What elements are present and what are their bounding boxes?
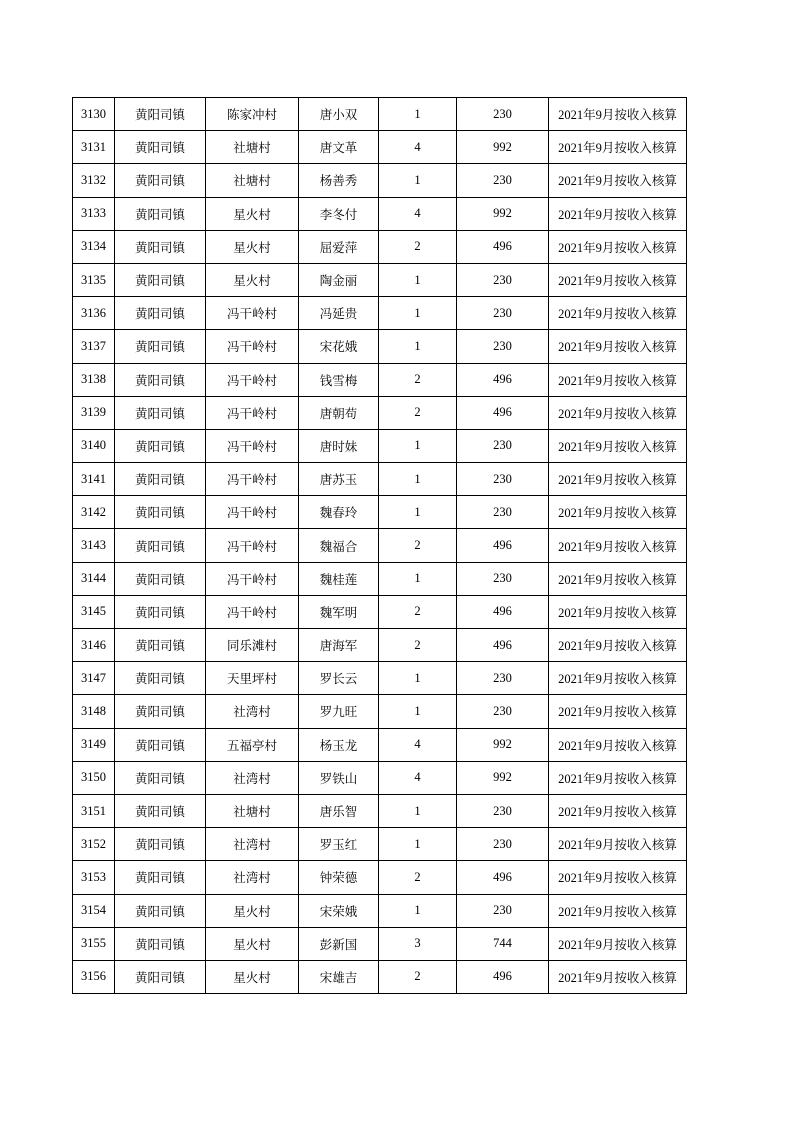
name-cell: 罗玉红 xyxy=(299,828,379,861)
table-row xyxy=(73,927,687,960)
name-cell: 彭新国 xyxy=(299,927,379,960)
household-count-cell: 4 xyxy=(379,131,457,164)
household-count-cell: 2 xyxy=(379,363,457,396)
note-cell: 2021年9月按收入核算 xyxy=(549,861,687,894)
household-count-cell: 1 xyxy=(379,429,457,462)
village-cell: 星火村 xyxy=(206,894,299,927)
village-cell: 同乐滩村 xyxy=(206,629,299,662)
name-cell: 罗长云 xyxy=(299,662,379,695)
note-cell: 2021年9月按收入核算 xyxy=(549,894,687,927)
town-cell: 黄阳司镇 xyxy=(115,197,206,230)
amount-cell: 496 xyxy=(457,629,549,662)
name-cell: 李冬付 xyxy=(299,197,379,230)
town-cell: 黄阳司镇 xyxy=(115,562,206,595)
amount-cell: 496 xyxy=(457,396,549,429)
town-cell: 黄阳司镇 xyxy=(115,330,206,363)
note-cell: 2021年9月按收入核算 xyxy=(549,695,687,728)
row-number-cell: 3143 xyxy=(73,529,115,562)
village-cell: 星火村 xyxy=(206,197,299,230)
household-count-cell: 1 xyxy=(379,164,457,197)
row-number-cell: 3134 xyxy=(73,230,115,263)
table-row xyxy=(73,98,687,131)
household-count-cell: 1 xyxy=(379,894,457,927)
amount-cell: 230 xyxy=(457,695,549,728)
village-cell: 社湾村 xyxy=(206,861,299,894)
household-count-cell: 2 xyxy=(379,960,457,993)
village-cell: 冯干岭村 xyxy=(206,529,299,562)
row-number-cell: 3151 xyxy=(73,794,115,827)
amount-cell: 496 xyxy=(457,861,549,894)
note-cell: 2021年9月按收入核算 xyxy=(549,396,687,429)
village-cell: 冯干岭村 xyxy=(206,429,299,462)
note-cell: 2021年9月按收入核算 xyxy=(549,463,687,496)
table-row xyxy=(73,861,687,894)
village-cell: 社塘村 xyxy=(206,131,299,164)
household-count-cell: 3 xyxy=(379,927,457,960)
name-cell: 罗铁山 xyxy=(299,761,379,794)
amount-cell: 992 xyxy=(457,761,549,794)
town-cell: 黄阳司镇 xyxy=(115,861,206,894)
amount-cell: 230 xyxy=(457,894,549,927)
row-number-cell: 3135 xyxy=(73,263,115,296)
row-number-cell: 3140 xyxy=(73,429,115,462)
name-cell: 杨玉龙 xyxy=(299,728,379,761)
household-count-cell: 2 xyxy=(379,396,457,429)
table-row xyxy=(73,662,687,695)
note-cell: 2021年9月按收入核算 xyxy=(549,728,687,761)
roster-table-body xyxy=(73,98,687,994)
household-count-cell: 1 xyxy=(379,263,457,296)
table-row xyxy=(73,463,687,496)
town-cell: 黄阳司镇 xyxy=(115,695,206,728)
town-cell: 黄阳司镇 xyxy=(115,927,206,960)
household-count-cell: 1 xyxy=(379,695,457,728)
name-cell: 宋雄吉 xyxy=(299,960,379,993)
household-count-cell: 2 xyxy=(379,629,457,662)
household-count-cell: 1 xyxy=(379,562,457,595)
table-row xyxy=(73,894,687,927)
row-number-cell: 3152 xyxy=(73,828,115,861)
amount-cell: 496 xyxy=(457,230,549,263)
household-count-cell: 4 xyxy=(379,728,457,761)
amount-cell: 230 xyxy=(457,463,549,496)
household-count-cell: 1 xyxy=(379,828,457,861)
town-cell: 黄阳司镇 xyxy=(115,98,206,131)
village-cell: 冯干岭村 xyxy=(206,330,299,363)
note-cell: 2021年9月按收入核算 xyxy=(549,595,687,628)
town-cell: 黄阳司镇 xyxy=(115,463,206,496)
table-row xyxy=(73,197,687,230)
town-cell: 黄阳司镇 xyxy=(115,595,206,628)
town-cell: 黄阳司镇 xyxy=(115,794,206,827)
amount-cell: 992 xyxy=(457,197,549,230)
amount-cell: 496 xyxy=(457,363,549,396)
name-cell: 屈爱萍 xyxy=(299,230,379,263)
row-number-cell: 3148 xyxy=(73,695,115,728)
table-row xyxy=(73,728,687,761)
town-cell: 黄阳司镇 xyxy=(115,529,206,562)
village-cell: 星火村 xyxy=(206,263,299,296)
village-cell: 社湾村 xyxy=(206,828,299,861)
row-number-cell: 3131 xyxy=(73,131,115,164)
table-row xyxy=(73,396,687,429)
town-cell: 黄阳司镇 xyxy=(115,429,206,462)
village-cell: 社湾村 xyxy=(206,761,299,794)
note-cell: 2021年9月按收入核算 xyxy=(549,164,687,197)
village-cell: 五福亭村 xyxy=(206,728,299,761)
household-count-cell: 2 xyxy=(379,861,457,894)
row-number-cell: 3136 xyxy=(73,297,115,330)
row-number-cell: 3138 xyxy=(73,363,115,396)
amount-cell: 230 xyxy=(457,562,549,595)
table-row xyxy=(73,429,687,462)
amount-cell: 230 xyxy=(457,662,549,695)
amount-cell: 230 xyxy=(457,429,549,462)
name-cell: 魏春玲 xyxy=(299,496,379,529)
household-count-cell: 1 xyxy=(379,330,457,363)
note-cell: 2021年9月按收入核算 xyxy=(549,230,687,263)
row-number-cell: 3154 xyxy=(73,894,115,927)
town-cell: 黄阳司镇 xyxy=(115,960,206,993)
town-cell: 黄阳司镇 xyxy=(115,894,206,927)
household-count-cell: 4 xyxy=(379,761,457,794)
note-cell: 2021年9月按收入核算 xyxy=(549,363,687,396)
name-cell: 唐乐智 xyxy=(299,794,379,827)
table-row xyxy=(73,828,687,861)
note-cell: 2021年9月按收入核算 xyxy=(549,197,687,230)
village-cell: 陈家冲村 xyxy=(206,98,299,131)
row-number-cell: 3141 xyxy=(73,463,115,496)
table-row xyxy=(73,230,687,263)
name-cell: 宋荣娥 xyxy=(299,894,379,927)
table-row xyxy=(73,794,687,827)
table-row xyxy=(73,496,687,529)
table-row xyxy=(73,562,687,595)
town-cell: 黄阳司镇 xyxy=(115,828,206,861)
household-count-cell: 1 xyxy=(379,98,457,131)
note-cell: 2021年9月按收入核算 xyxy=(549,131,687,164)
table-row xyxy=(73,960,687,993)
name-cell: 唐朝苟 xyxy=(299,396,379,429)
town-cell: 黄阳司镇 xyxy=(115,230,206,263)
name-cell: 杨善秀 xyxy=(299,164,379,197)
name-cell: 魏桂莲 xyxy=(299,562,379,595)
town-cell: 黄阳司镇 xyxy=(115,164,206,197)
village-cell: 冯干岭村 xyxy=(206,297,299,330)
household-count-cell: 4 xyxy=(379,197,457,230)
name-cell: 冯延贵 xyxy=(299,297,379,330)
row-number-cell: 3142 xyxy=(73,496,115,529)
row-number-cell: 3156 xyxy=(73,960,115,993)
table-row xyxy=(73,164,687,197)
household-count-cell: 2 xyxy=(379,529,457,562)
amount-cell: 230 xyxy=(457,98,549,131)
note-cell: 2021年9月按收入核算 xyxy=(549,927,687,960)
village-cell: 星火村 xyxy=(206,927,299,960)
town-cell: 黄阳司镇 xyxy=(115,629,206,662)
household-count-cell: 1 xyxy=(379,463,457,496)
row-number-cell: 3145 xyxy=(73,595,115,628)
row-number-cell: 3144 xyxy=(73,562,115,595)
amount-cell: 230 xyxy=(457,794,549,827)
row-number-cell: 3149 xyxy=(73,728,115,761)
amount-cell: 230 xyxy=(457,330,549,363)
town-cell: 黄阳司镇 xyxy=(115,297,206,330)
village-cell: 冯干岭村 xyxy=(206,463,299,496)
table-row xyxy=(73,695,687,728)
name-cell: 唐时妹 xyxy=(299,429,379,462)
note-cell: 2021年9月按收入核算 xyxy=(549,330,687,363)
amount-cell: 230 xyxy=(457,164,549,197)
amount-cell: 230 xyxy=(457,263,549,296)
note-cell: 2021年9月按收入核算 xyxy=(549,794,687,827)
note-cell: 2021年9月按收入核算 xyxy=(549,297,687,330)
row-number-cell: 3147 xyxy=(73,662,115,695)
amount-cell: 496 xyxy=(457,595,549,628)
village-cell: 社湾村 xyxy=(206,695,299,728)
note-cell: 2021年9月按收入核算 xyxy=(549,761,687,794)
household-count-cell: 2 xyxy=(379,595,457,628)
note-cell: 2021年9月按收入核算 xyxy=(549,562,687,595)
name-cell: 唐苏玉 xyxy=(299,463,379,496)
amount-cell: 230 xyxy=(457,297,549,330)
table-row xyxy=(73,629,687,662)
household-count-cell: 2 xyxy=(379,230,457,263)
name-cell: 唐海军 xyxy=(299,629,379,662)
row-number-cell: 3155 xyxy=(73,927,115,960)
row-number-cell: 3130 xyxy=(73,98,115,131)
village-cell: 冯干岭村 xyxy=(206,363,299,396)
name-cell: 宋花娥 xyxy=(299,330,379,363)
amount-cell: 230 xyxy=(457,828,549,861)
name-cell: 唐小双 xyxy=(299,98,379,131)
household-count-cell: 1 xyxy=(379,794,457,827)
household-count-cell: 1 xyxy=(379,496,457,529)
row-number-cell: 3133 xyxy=(73,197,115,230)
table-row xyxy=(73,297,687,330)
note-cell: 2021年9月按收入核算 xyxy=(549,629,687,662)
town-cell: 黄阳司镇 xyxy=(115,496,206,529)
table-row xyxy=(73,529,687,562)
village-cell: 冯干岭村 xyxy=(206,396,299,429)
town-cell: 黄阳司镇 xyxy=(115,761,206,794)
amount-cell: 992 xyxy=(457,131,549,164)
village-cell: 社塘村 xyxy=(206,794,299,827)
name-cell: 唐文革 xyxy=(299,131,379,164)
village-cell: 冯干岭村 xyxy=(206,595,299,628)
village-cell: 天里坪村 xyxy=(206,662,299,695)
village-cell: 冯干岭村 xyxy=(206,496,299,529)
name-cell: 钱雪梅 xyxy=(299,363,379,396)
household-count-cell: 1 xyxy=(379,662,457,695)
name-cell: 罗九旺 xyxy=(299,695,379,728)
note-cell: 2021年9月按收入核算 xyxy=(549,429,687,462)
note-cell: 2021年9月按收入核算 xyxy=(549,828,687,861)
name-cell: 陶金丽 xyxy=(299,263,379,296)
note-cell: 2021年9月按收入核算 xyxy=(549,662,687,695)
town-cell: 黄阳司镇 xyxy=(115,131,206,164)
table-row xyxy=(73,330,687,363)
name-cell: 魏军明 xyxy=(299,595,379,628)
town-cell: 黄阳司镇 xyxy=(115,662,206,695)
town-cell: 黄阳司镇 xyxy=(115,396,206,429)
village-cell: 冯干岭村 xyxy=(206,562,299,595)
village-cell: 星火村 xyxy=(206,960,299,993)
row-number-cell: 3139 xyxy=(73,396,115,429)
amount-cell: 992 xyxy=(457,728,549,761)
row-number-cell: 3132 xyxy=(73,164,115,197)
town-cell: 黄阳司镇 xyxy=(115,728,206,761)
household-count-cell: 1 xyxy=(379,297,457,330)
name-cell: 钟荣德 xyxy=(299,861,379,894)
roster-table xyxy=(72,97,687,994)
note-cell: 2021年9月按收入核算 xyxy=(549,98,687,131)
note-cell: 2021年9月按收入核算 xyxy=(549,960,687,993)
note-cell: 2021年9月按收入核算 xyxy=(549,496,687,529)
name-cell: 魏福合 xyxy=(299,529,379,562)
row-number-cell: 3137 xyxy=(73,330,115,363)
row-number-cell: 3150 xyxy=(73,761,115,794)
table-row xyxy=(73,761,687,794)
amount-cell: 496 xyxy=(457,529,549,562)
village-cell: 星火村 xyxy=(206,230,299,263)
village-cell: 社塘村 xyxy=(206,164,299,197)
note-cell: 2021年9月按收入核算 xyxy=(549,263,687,296)
table-row xyxy=(73,595,687,628)
table-row xyxy=(73,131,687,164)
row-number-cell: 3153 xyxy=(73,861,115,894)
note-cell: 2021年9月按收入核算 xyxy=(549,529,687,562)
amount-cell: 496 xyxy=(457,960,549,993)
amount-cell: 744 xyxy=(457,927,549,960)
amount-cell: 230 xyxy=(457,496,549,529)
town-cell: 黄阳司镇 xyxy=(115,363,206,396)
town-cell: 黄阳司镇 xyxy=(115,263,206,296)
table-row xyxy=(73,363,687,396)
row-number-cell: 3146 xyxy=(73,629,115,662)
table-row xyxy=(73,263,687,296)
